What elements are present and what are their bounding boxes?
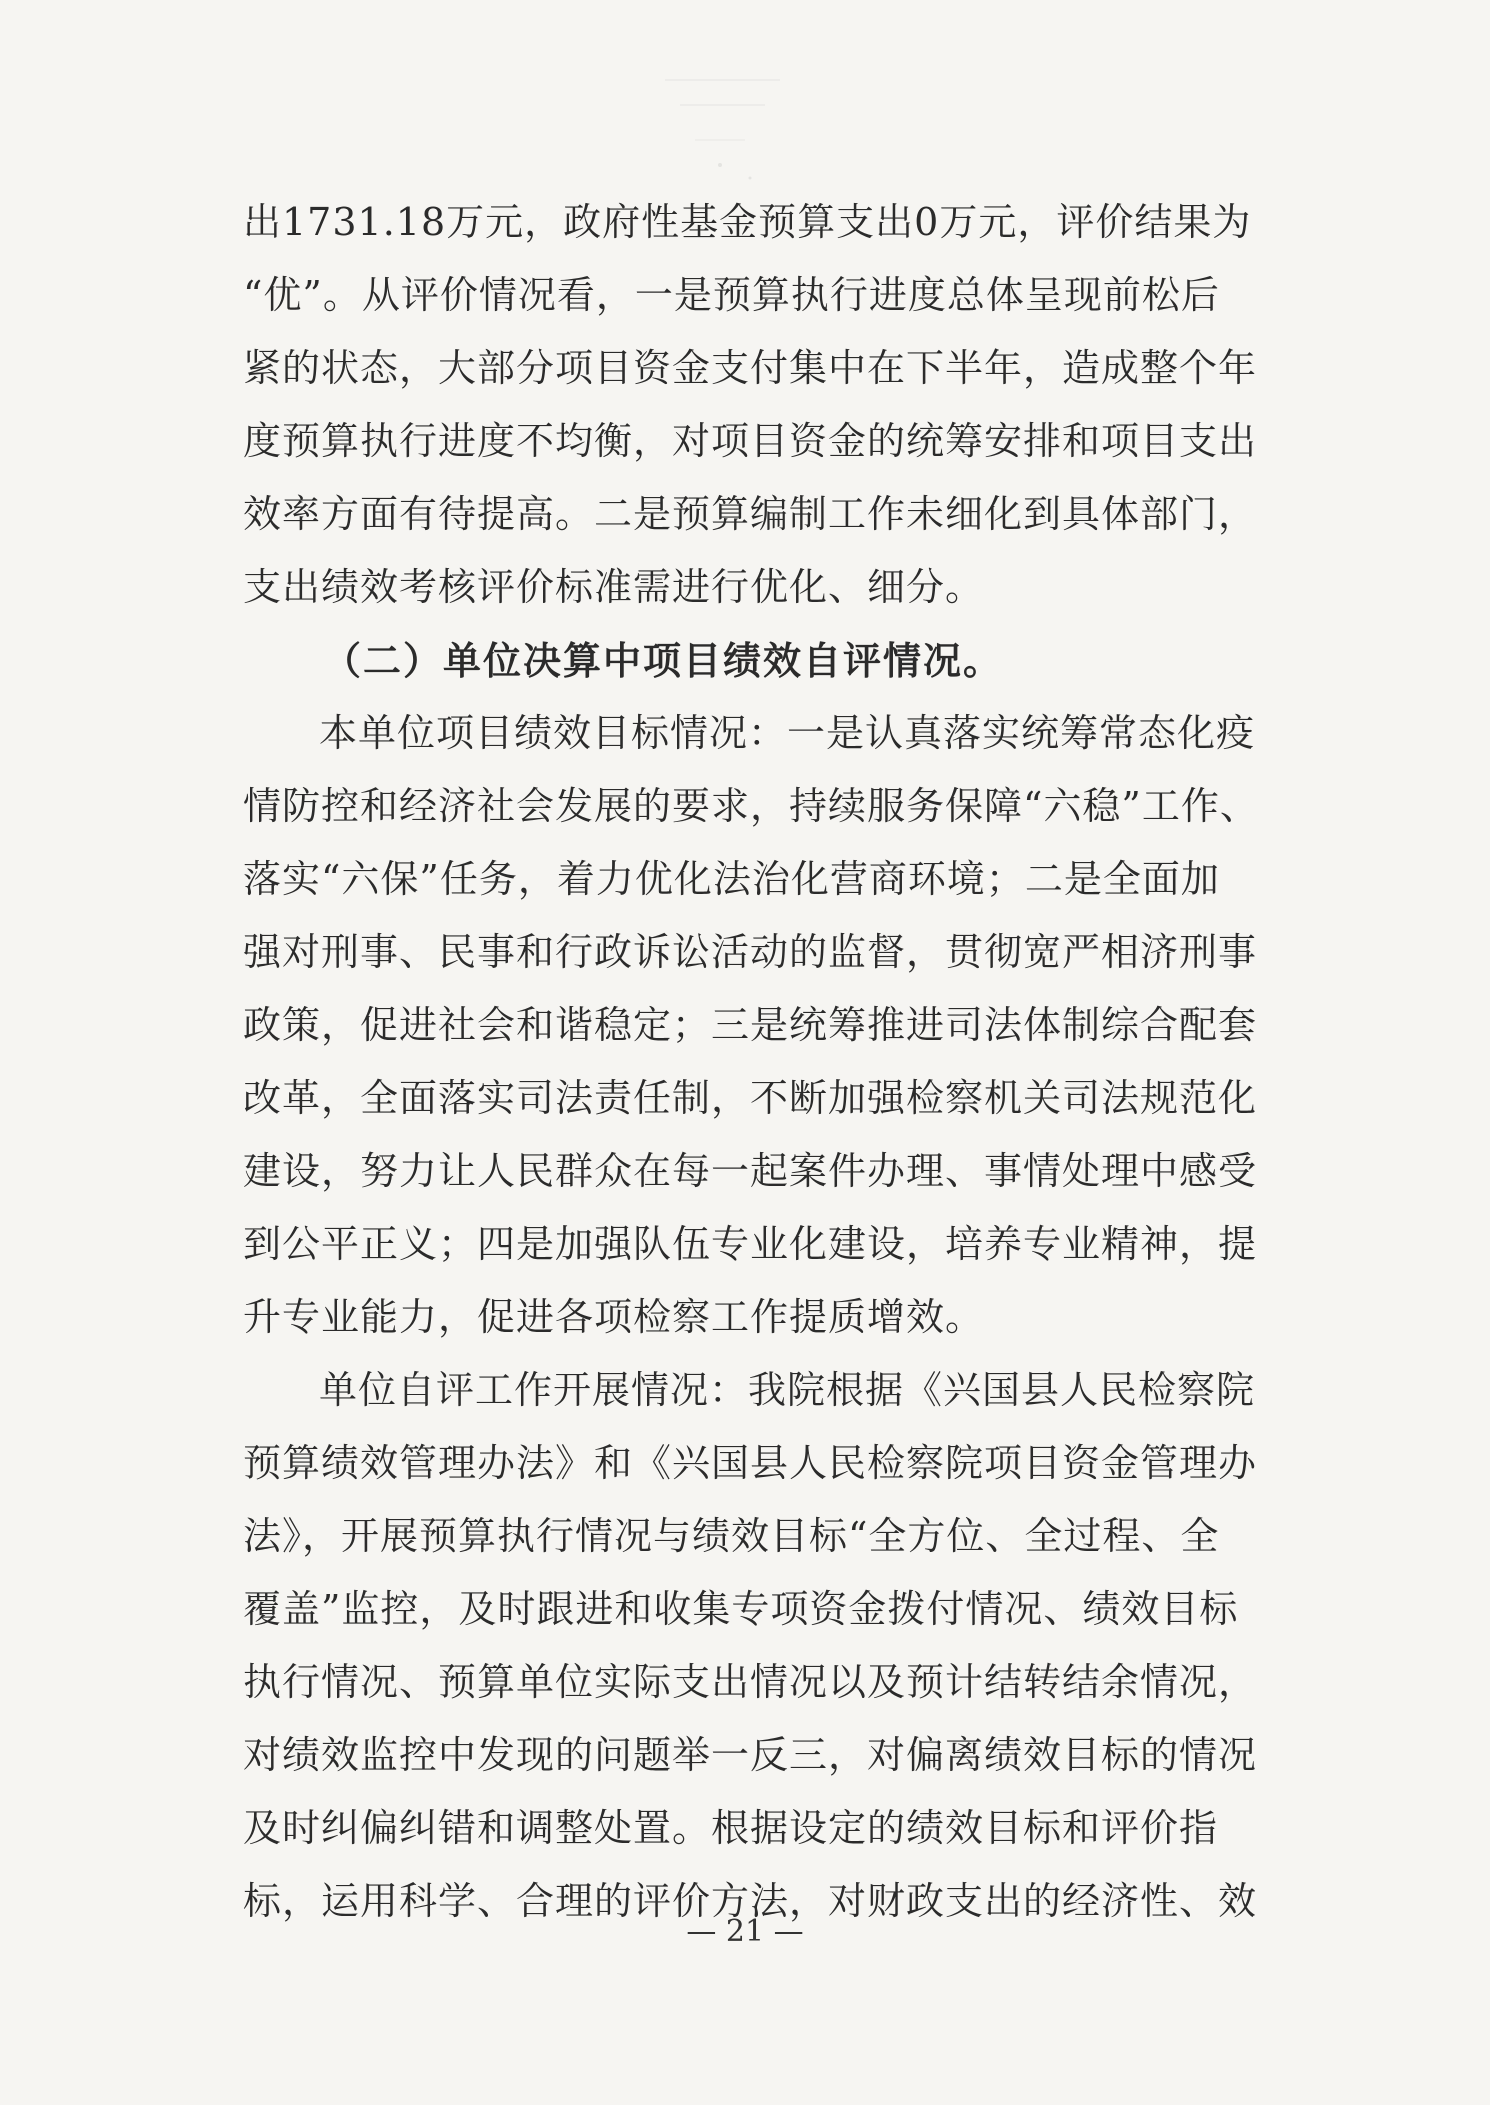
text-line: 单位自评工作开展情况：我院根据《兴国县人民检察院 [319, 1368, 1256, 1412]
text-line: 改革，全面落实司法责任制，不断加强检察机关司法规范化 [243, 1076, 1258, 1120]
text-line: 标，运用科学、合理的评价方法，对财政支出的经济性、效 [243, 1879, 1258, 1923]
text-line: 政策，促进社会和谐稳定；三是统筹推进司法体制综合配套 [243, 1003, 1258, 1047]
text-line: 预算绩效管理办法》和《兴国县人民检察院项目资金管理办 [243, 1441, 1258, 1485]
text-line: 情防控和经济社会发展的要求，持续服务保障“六稳”工作、 [243, 784, 1259, 828]
text-line: 紧的状态，大部分项目资金支付集中在下半年，造成整个年 [243, 346, 1258, 390]
scan-artifact [655, 70, 790, 190]
page-number: — 21 — [686, 1914, 804, 1949]
text-line: 到公平正义；四是加强队伍专业化建设，培养专业精神，提 [243, 1222, 1258, 1266]
text-line: 效率方面有待提高。二是预算编制工作未细化到具体部门， [243, 492, 1258, 536]
text-line: 升专业能力，促进各项检察工作提质增效。 [243, 1295, 985, 1339]
text-line: 强对刑事、民事和行政诉讼活动的监督，贯彻宽严相济刑事 [243, 930, 1258, 974]
text-line: 出1731.18万元，政府性基金预算支出0万元，评价结果为 [243, 200, 1252, 244]
text-line: 度预算执行进度不均衡，对项目资金的统筹安排和项目支出 [243, 419, 1258, 463]
body-text [243, 186, 1273, 1938]
text-line: 支出绩效考核评价标准需进行优化、细分。 [243, 565, 985, 609]
text-line: 建设，努力让人民群众在每一起案件办理、事情处理中感受 [243, 1149, 1258, 1193]
text-line: 执行情况、预算单位实际支出情况以及预计结转结余情况， [243, 1660, 1258, 1704]
text-line: 对绩效监控中发现的问题举一反三，对偏离绩效目标的情况 [243, 1733, 1258, 1777]
text-line: 法》，开展预算执行情况与绩效目标“全方位、全过程、全 [243, 1514, 1220, 1558]
text-line: 覆盖”监控，及时跟进和收集专项资金拨付情况、绩效目标 [243, 1587, 1239, 1631]
text-line: 落实“六保”任务，着力优化法治化营商环境；二是全面加 [243, 857, 1220, 901]
section-heading: （二）单位决算中项目绩效自评情况。 [323, 638, 1004, 683]
text-line: “优”。从评价情况看，一是预算执行进度总体呈现前松后 [243, 273, 1220, 317]
text-line: 及时纠偏纠错和调整处置。根据设定的绩效目标和评价指 [243, 1806, 1219, 1850]
text-line: 本单位项目绩效目标情况：一是认真落实统筹常态化疫 [319, 711, 1256, 755]
